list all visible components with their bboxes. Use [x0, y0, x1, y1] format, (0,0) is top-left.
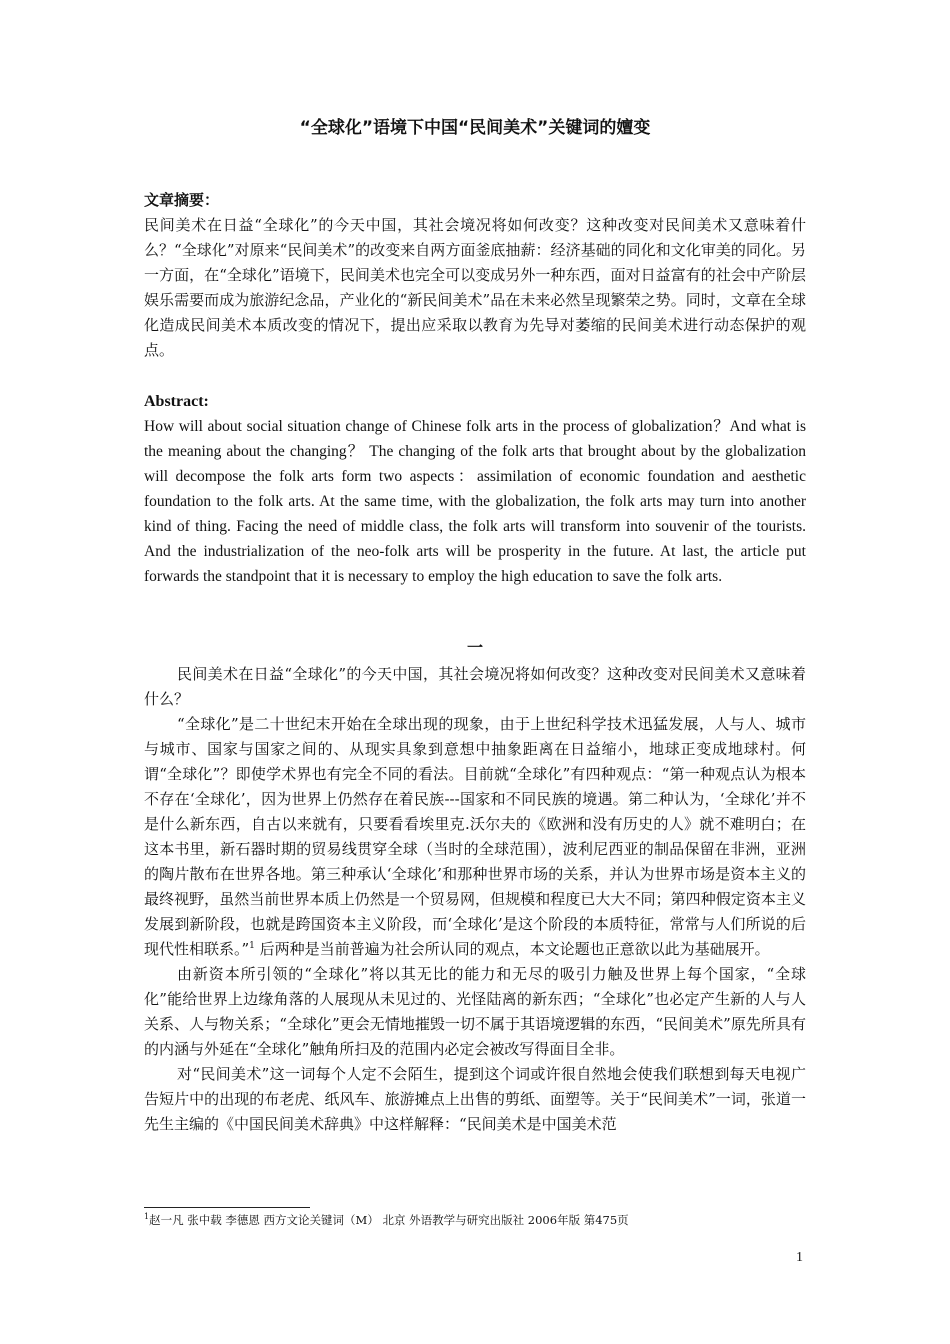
- footnote-reference[interactable]: 1: [249, 941, 255, 951]
- abstract-en-label: Abstract:: [144, 393, 209, 410]
- abstract-zh: [144, 188, 806, 363]
- paragraph: [144, 712, 806, 962]
- page-number: 1: [796, 1250, 803, 1265]
- abstract-zh-label: 文章摘要：: [144, 191, 220, 209]
- paragraph: 民间美术在日益“全球化”的今天中国，其社会境况将如何改变？这种改变对民间美术又意味着什么？: [144, 665, 806, 708]
- abstract-zh-text: 民间美术在日益“全球化”的今天中国，其社会境况将如何改变？这种改变对民间美术又意味着什么？“全球化”对原来“民间美术”的改变来自两方面釜底抽薪：经济基础的同化和文化审美的同化。另一方面，在“全球化”语境下，民间美术也完全可以变成另外一种东西，面对日益富有的社会中产阶层娱乐需要而成为旅游纪念品，产业化的“新民间美术”品在未来必然呈现繁荣之势。同时，文章在全球化造成民间美术本质改变的情况下，提出应采取以教育为先导对萎缩的民间美术进行动态保护的观点。: [144, 216, 806, 359]
- paragraph-text: 后两种是当前普遍为社会所认同的观点，本文论题也正意欲以此为基础展开。: [254, 940, 770, 958]
- footnote-text: 赵一凡 张中载 李德恩 西方文论关键词（M） 北京 外语教学与研究出版社 2006年版 第475页: [149, 1213, 629, 1227]
- body-text: [144, 662, 806, 1137]
- footnote-separator: [144, 1207, 310, 1208]
- paper-title: “全球化”语境下中国“民间美术”关键词的嬗变: [299, 118, 651, 138]
- footnote-mark: 1: [144, 1212, 150, 1222]
- paragraph: 对“民间美术”这一词每个人定不会陌生，提到这个词或许很自然地会使我们联想到每天电视广告短片中的出现的布老虎、纸风车、旅游摊点上出售的剪纸、面塑等。关于“民间美术”一词，张道一先生主编的《中国民间美术辞典》中这样解释：“民间美术是中国美术范: [144, 1065, 806, 1133]
- paragraph: 由新资本所引领的“全球化”将以其无比的能力和无尽的吸引力触及世界上每个国家，“全球化”能给世界上边缘角落的人展现从未见过的、光怪陆离的新东西；“全球化”也必定产生新的人与人关系、人与物关系；“全球化”更会无情地摧毁一切不属于其语境逻辑的东西，“民间美术”原先所具有的内涵与外延在“全球化”触角所扫及的范围内必定会被改写得面目全非。: [144, 965, 806, 1058]
- section-heading: 一: [466, 638, 483, 657]
- abstract-en: [144, 389, 806, 589]
- paragraph-text: “全球化”是二十世纪末开始在全球出现的现象，由于上世纪科学技术迅猛发展，人与人、城市与城市、国家与国家之间的、从现实具象到意想中抽象距离在日益缩小，地球正变成地球村。何谓“全球化”？即使学术界也有完全不同的看法。目前就“全球化”有四种观点：“第一种观点认为根本不存在‘全球化’，因为世界上仍然存在着民族---国家和不同民族的境遇。第二种认为，‘全球化’并不是什么新东西，自古以来就有，只要看看埃里克.沃尔夫的《欧洲和没有历史的人》就不难明白；在这本书里，新石器时期的贸易线贯穿全球（当时的全球范围），波利尼西亚的制品保留在非洲，亚洲的陶片散布在世界各地。第三种承认‘全球化’和那种世界市场的关系，并认为世界市场是资本主义的最终视野，虽然当前世界本质上仍然是一个贸易网，但规模和程度已大大不同；第四种假定资本主义发展到新阶段，也就是跨国资本主义阶段，而‘全球化’是这个阶段的本质特征，常常与人们所说的后现代性相联系。”: [144, 715, 806, 958]
- abstract-en-text: How will about social situation change of Chinese folk arts in the process of globalization？And what is the meaning about the changing？ The changing of the folk arts that brought about by the globalization will decompose the folk arts form two aspects：assimilation of economic foundation and aesthetic foundation to the folk arts. At the same time, with the globalization, the folk arts may turn into another kind of thing. Facing the need of middle class, the folk arts will transform into souvenir of the tourists. And the industrialization of the neo-folk arts will be prosperity in the future. At last, the article put forwards the standpoint that it is necessary to employ the high education to save the folk arts.: [144, 418, 806, 585]
- footnote: [144, 1211, 844, 1229]
